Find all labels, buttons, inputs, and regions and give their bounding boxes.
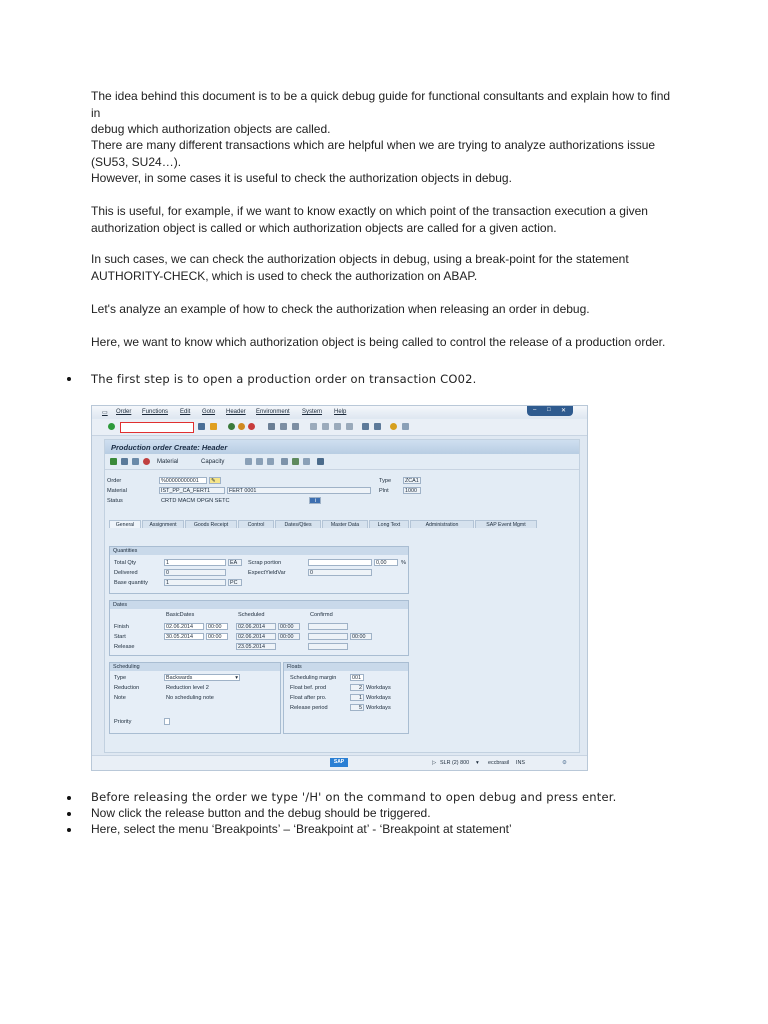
new-session-icon[interactable] [362,423,369,430]
base-quantity-label: Base quantity [114,580,148,586]
start-scheduled-time: 00:00 [278,633,300,640]
sap-menu-bar [92,406,587,418]
server-name: eccbrasil [488,760,510,766]
insert-mode: INS [516,760,525,766]
base-quantity-field: 1 [164,579,226,586]
intro-paragraph-5: Let's analyze an example of how to check the authorization when releasing an order in debug. [91,302,590,316]
quantities-group [109,546,409,594]
bullet-dot [67,377,71,381]
tab-control[interactable]: Control [238,520,274,528]
release-period-label: Release period [290,705,328,711]
base-quantity-unit: PC [228,579,242,586]
type-field[interactable]: ZCA1 [403,477,421,484]
sap-logo: SAP [330,758,348,767]
total-qty-field[interactable]: 1 [164,559,226,566]
material-field[interactable]: IST_PP_CA_FERT1 [159,487,225,494]
tab-long-text[interactable]: Long Text [369,520,409,528]
finish-basic-date[interactable]: 02.06.2014 [164,623,204,630]
sap-screen-area [104,439,580,753]
prt-icon[interactable] [281,458,288,465]
intro-paragraph-3: This is useful, for example, if we want to know exactly on which point of the transaction execution a given authorization object is called or which authorization objects are called for a given action. [91,204,648,235]
chevron-down-icon: ▾ [235,675,238,681]
intro-paragraph-4: In such cases, we can check the authorization objects in debug, using a break-point for the statement AUTHORITY-CHECK, which is used to check the authorization on ABAP. [91,252,629,283]
scrap-percent-field[interactable]: 0,00 [374,559,398,566]
float-after-field: 1 [350,694,364,701]
last-page-icon[interactable] [346,423,353,430]
sap-standard-toolbar [92,419,587,436]
play-icon[interactable]: ▷ [432,760,437,766]
scheduling-margin-label: Scheduling margin [290,675,337,681]
save-icon[interactable] [198,423,205,430]
material-label: Material [107,488,127,494]
info-icon[interactable]: i [309,497,321,504]
float-after-unit: Workdays [366,695,391,701]
overview-icon[interactable] [317,458,324,465]
status-icon[interactable] [143,458,150,465]
finish-scheduled-time: 00:00 [278,623,300,630]
start-label: Start [114,634,126,640]
links-icon[interactable] [303,458,310,465]
tab-strip [105,520,579,529]
scrap-unit: % [401,560,406,566]
float-before-unit: Workdays [366,685,391,691]
dates-title: Dates [110,601,408,609]
release-period-unit: Workdays [366,705,391,711]
scrap-field[interactable] [308,559,372,566]
basic-dates-header: BasicDates [166,612,195,618]
capacity-button[interactable]: Capacity [201,459,225,465]
delivered-field: 0 [164,569,226,576]
release-icon[interactable] [110,458,117,465]
priority-label: Priority [114,719,132,725]
window-controls [527,406,573,416]
edit-order-icon[interactable]: ✎ [209,477,221,484]
tab-master-data[interactable]: Master Data [322,520,368,528]
dates-group [109,600,409,656]
intro-paragraph-1: The idea behind this document is to be a quick debug guide for functional consultants and explain how to find in debug which authorization objects are called. [91,89,671,136]
screen-title-bar [105,440,579,454]
release-confirmed-date [308,643,348,650]
floats-title: Floats [284,663,408,671]
operations-icon[interactable] [245,458,252,465]
confirmed-header: Confirmd [310,612,333,618]
tab-general[interactable]: General [109,520,141,528]
type-label: Type [379,478,392,484]
menu-edit[interactable]: Edit [180,409,191,415]
tab-goods-receipt[interactable]: Goods Receipt [185,520,237,528]
intro-paragraph-2: There are many different transactions which are helpful when we are trying to analyze authorizations issue (SU53, SU24…). However, in some cases it is useful to check the authorization objects in debug. [91,138,656,185]
delivered-label: Delivered [114,570,138,576]
find-icon[interactable] [280,423,287,430]
scheduling-title: Scheduling [110,663,280,671]
tab-administration[interactable]: Administration [410,520,474,528]
reduction-label: Reduction [114,685,140,691]
minimize-icon[interactable]: – [533,407,537,413]
menu-order[interactable]: Order [116,409,132,415]
plant-field[interactable]: 1000 [403,487,421,494]
enter-icon[interactable] [108,423,115,430]
finish-label: Finish [114,624,129,630]
scheduled-header: Scheduled [238,612,265,618]
bullet-dot [67,828,71,832]
components-icon[interactable] [256,458,263,465]
total-qty-label: Total Qty [114,560,137,566]
print-order-icon[interactable] [121,458,128,465]
expect-yield-label: ExpectYieldVar [248,570,286,576]
sap-status-bar [92,755,587,770]
shortcut-icon[interactable] [374,423,381,430]
bullet-first-step: The first step is to open a production order on transaction CO02. [91,372,477,386]
menu-environment[interactable]: Environment [256,409,290,415]
finish-confirmed-date [308,623,348,630]
tab-dates-qties[interactable]: Dates/Qties [275,520,321,528]
status-label: Status [107,498,123,504]
cost-icon[interactable] [132,458,139,465]
first-page-icon[interactable] [310,423,317,430]
start-confirmed-time: 00:00 [350,633,372,640]
menu-functions[interactable]: Functions [142,409,169,415]
start-scheduled-date: 02.06.2014 [236,633,276,640]
floats-group [283,662,409,734]
scheduling-group [109,662,281,734]
tab-assignment[interactable]: Assignment [142,520,184,528]
menu-help[interactable]: Help [334,409,347,415]
release-label: Release [114,644,135,650]
material-description: FERT 0001 [227,487,371,494]
documents-icon[interactable] [292,458,299,465]
cancel-icon[interactable] [248,423,255,430]
float-after-label: Float after pro. [290,695,327,701]
start-basic-date[interactable]: 30.05.2014 [164,633,204,640]
order-field[interactable]: %00000000001 [159,477,207,484]
float-before-field: 2 [350,684,364,691]
expect-yield-field: 0 [308,569,372,576]
finish-scheduled-date: 02.06.2014 [236,623,276,630]
close-icon[interactable]: ✕ [561,408,567,414]
total-qty-unit[interactable]: EA [228,559,242,566]
previous-page-icon[interactable] [322,423,329,430]
material-button[interactable]: Material [157,459,179,465]
application-toolbar [105,455,579,470]
back-icon[interactable] [228,423,235,430]
start-confirmed-date [308,633,348,640]
menu-header[interactable]: Header [226,409,246,415]
system-dropdown-icon[interactable]: ▾ [476,760,479,766]
command-field[interactable] [120,422,194,433]
reduction-value: Reduction level 2 [166,685,209,691]
settings-icon[interactable]: ⚙ [562,760,567,766]
finish-basic-time[interactable]: 00:00 [206,623,228,630]
note-value: No scheduling note [166,695,214,701]
exit-icon[interactable] [238,423,245,430]
bullet-click-release: Now click the release button and the debug should be triggered. [91,806,431,820]
scheduling-type-label: Type [114,675,127,681]
system-info[interactable]: SLR (2) 800 [440,760,470,766]
release-scheduled-date: 23.05.2014 [236,643,276,650]
intro-paragraph-6: Here, we want to know which authorization object is being called to control the release of a production order. [91,335,666,349]
next-page-icon[interactable] [334,423,341,430]
screen-title: Production order Create: Header [111,443,228,452]
print-icon[interactable] [268,423,275,430]
quantities-title: Quantities [110,547,408,555]
bullet-breakpoint-menu: Here, select the menu ‘Breakpoints’ – ‘Breakpoint at’ - ‘Breakpoint at statement’ [91,822,512,836]
find-next-icon[interactable] [292,423,299,430]
tab-sap-event-mgmt[interactable]: SAP Event Mgmt [475,520,537,528]
start-basic-time[interactable]: 00:00 [206,633,228,640]
order-label: Order [107,478,122,484]
sequences-icon[interactable] [267,458,274,465]
help-icon[interactable] [390,423,397,430]
menu-goto[interactable]: Goto [202,409,216,415]
menu-system[interactable]: System [302,409,323,415]
menu-icon: ▭ [102,410,108,416]
note-label: Note [114,695,126,701]
maximize-icon[interactable]: □ [547,407,551,413]
sap-screenshot [91,405,588,771]
plant-label: Plnt [379,488,389,494]
layout-icon[interactable] [402,423,409,430]
priority-field[interactable] [164,718,170,725]
float-before-label: Float bef. prod [290,685,327,691]
scrap-label: Scrap portion [248,560,282,566]
bullet-dot [67,812,71,816]
status-value: CRTD MACM OPGN SETC [161,498,230,504]
scheduling-type-value: Backwards [166,675,193,681]
bullet-debug-command: Before releasing the order we type '/H' on the command to open debug and press enter. [91,790,617,804]
scheduling-type-select[interactable] [164,674,240,681]
save-alt-icon[interactable] [210,423,217,430]
scheduling-margin-field[interactable]: 001 [350,674,364,681]
bullet-dot [67,796,71,800]
release-period-field: 5 [350,704,364,711]
